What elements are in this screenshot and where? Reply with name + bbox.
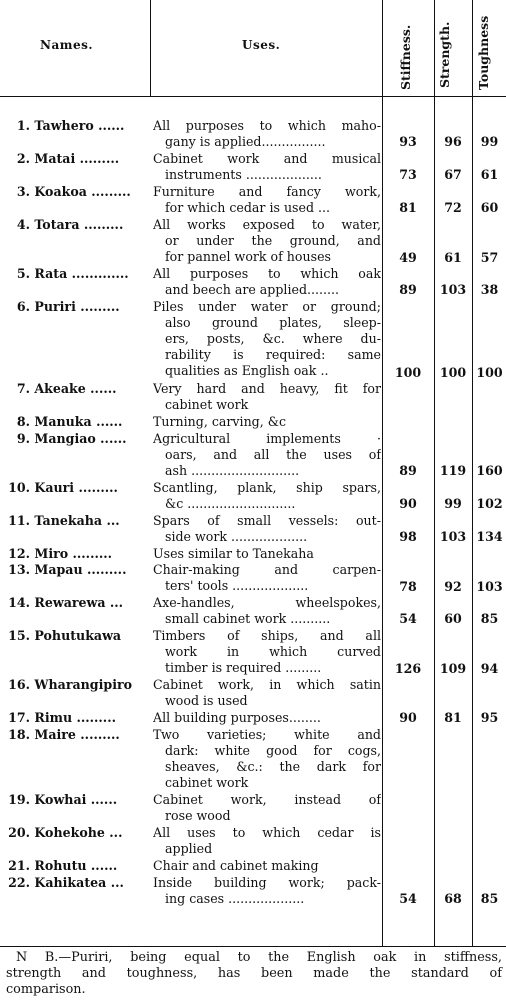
timber-name-text: Rimu ......... xyxy=(30,710,116,726)
uses-line: Cabinet work, instead of xyxy=(153,792,381,808)
uses-line: Spars of small vessels: out- xyxy=(153,512,381,528)
uses-cell xyxy=(153,151,381,183)
uses-line: small cabinet work .......... xyxy=(165,611,331,627)
strength-value: 72 xyxy=(444,200,462,216)
uses-line: applied xyxy=(165,841,213,857)
timber-name xyxy=(8,266,150,282)
uses-cell xyxy=(153,118,381,150)
timber-name xyxy=(8,792,150,808)
row-number: 4. xyxy=(16,216,30,232)
uses-cell xyxy=(153,875,381,907)
timber-name-text: Mangiao ...... xyxy=(30,430,127,446)
strength-value: 67 xyxy=(444,167,462,183)
header-bottom-rule xyxy=(0,96,506,97)
toughness-value: 85 xyxy=(480,611,499,627)
timber-name xyxy=(8,431,150,447)
timber-name xyxy=(8,858,150,874)
row-number: 6. xyxy=(16,298,30,314)
toughness-value: 99 xyxy=(480,134,499,150)
stiffness-value: 54 xyxy=(399,891,417,907)
row-number: 12. xyxy=(8,545,30,561)
strength-value: 68 xyxy=(444,891,462,907)
uses-line: Cabinet work, in which satin xyxy=(153,677,381,693)
row-number: 13. xyxy=(8,562,30,578)
uses-cell xyxy=(153,825,381,857)
uses-line: All purposes to which maho- xyxy=(153,118,381,133)
uses-line: or under the ground, and xyxy=(165,232,381,248)
uses-cell xyxy=(153,217,381,265)
uses-line: cabinet work xyxy=(165,774,249,790)
stiffness-value: 90 xyxy=(399,496,417,512)
uses-line: Agricultural implements · xyxy=(153,430,381,446)
uses-line: work in which curved xyxy=(165,643,381,659)
timber-name-text: Akeake ...... xyxy=(30,381,117,397)
timber-name xyxy=(8,727,150,743)
stiffness-value: 98 xyxy=(399,529,417,545)
footnote-line: strength and toughness, has been made the standard of xyxy=(6,966,502,981)
row-number: 17. xyxy=(8,710,30,726)
toughness-value: 61 xyxy=(480,167,499,183)
timber-name xyxy=(8,299,150,315)
timber-name-text: Tanekaha ... xyxy=(30,512,120,528)
stiffness-value: 54 xyxy=(399,611,417,627)
uses-line: oars, and all the uses of xyxy=(165,446,381,462)
toughness-value: 95 xyxy=(480,710,499,726)
toughness-value: 134 xyxy=(476,529,503,545)
uses-line: ing cases ................... xyxy=(165,890,305,906)
uses-line: Furniture and fancy work, xyxy=(153,183,381,199)
stiffness-value: 90 xyxy=(399,710,417,726)
strength-value: 60 xyxy=(444,611,462,627)
timber-name xyxy=(8,628,150,644)
uses-cell xyxy=(153,414,381,430)
uses-line: ters' tools ................... xyxy=(165,578,309,594)
table-bottom-rule xyxy=(0,946,506,947)
uses-line: Two varieties; white and xyxy=(153,726,381,742)
rule-names-uses xyxy=(150,0,151,96)
uses-header: Uses. xyxy=(242,38,281,52)
uses-line: cabinet work xyxy=(165,397,249,413)
timber-name xyxy=(8,677,150,693)
strength-value: 81 xyxy=(444,710,462,726)
timber-name-text: Kowhai ...... xyxy=(30,792,118,808)
row-number: 20. xyxy=(8,825,30,841)
row-number: 19. xyxy=(8,792,30,808)
timber-name-text: Tawhero ...... xyxy=(30,118,125,133)
timber-name-text: Totara ......... xyxy=(30,216,124,232)
timber-name-text: Maire ......... xyxy=(30,726,120,742)
uses-line: All purposes to which oak xyxy=(153,266,381,282)
timber-name-text: Mapau ......... xyxy=(30,562,127,578)
uses-cell xyxy=(153,381,381,413)
uses-line: Timbers of ships, and all xyxy=(153,627,381,643)
row-number: 18. xyxy=(8,726,30,742)
uses-line: ash ........................... xyxy=(165,462,300,478)
uses-line: wood is used xyxy=(165,693,248,709)
uses-cell xyxy=(153,562,381,594)
uses-cell xyxy=(153,431,381,479)
uses-line: Cabinet work and musical xyxy=(153,150,381,166)
timber-name-text: Koakoa ......... xyxy=(30,183,131,199)
uses-line: Piles under water or ground; xyxy=(153,298,381,314)
uses-line: instruments ................... xyxy=(165,166,322,182)
toughness-header: Toughness xyxy=(476,15,491,90)
strength-value: 61 xyxy=(444,249,462,265)
toughness-value: 160 xyxy=(476,463,503,479)
toughness-value: 85 xyxy=(480,891,499,907)
strength-value: 103 xyxy=(439,282,467,298)
row-number: 5. xyxy=(16,266,30,282)
timber-name-text: Rata ............. xyxy=(30,266,129,282)
uses-line: gany is applied................ xyxy=(165,134,326,149)
toughness-value: 100 xyxy=(476,364,503,380)
timber-name xyxy=(8,825,150,841)
uses-cell xyxy=(153,858,381,874)
row-number: 22. xyxy=(8,874,30,890)
row-number: 11. xyxy=(8,512,30,528)
row-number: 3. xyxy=(16,183,30,199)
uses-line: qualities as English oak .. xyxy=(165,362,329,378)
row-number: 7. xyxy=(16,381,30,397)
uses-cell xyxy=(153,727,381,791)
uses-line: All building purposes........ xyxy=(153,710,321,726)
uses-cell xyxy=(153,546,381,562)
timber-name-text: Kahikatea ... xyxy=(30,874,124,890)
uses-cell xyxy=(153,513,381,545)
uses-line: for pannel work of houses xyxy=(165,248,331,264)
uses-cell xyxy=(153,266,381,298)
uses-cell xyxy=(153,595,381,627)
stiffness-value: 89 xyxy=(399,282,417,298)
timber-name-text: Matai ......... xyxy=(30,150,120,166)
row-number: 10. xyxy=(8,479,30,495)
timber-name xyxy=(8,118,150,134)
footnote-line: comparison. xyxy=(6,982,86,997)
uses-line: Chair-making and carpen- xyxy=(153,562,381,578)
timber-name xyxy=(8,217,150,233)
stiffness-value: 100 xyxy=(394,364,422,380)
uses-line: side work ................... xyxy=(165,528,308,544)
uses-line: &c ........................... xyxy=(165,495,296,511)
row-number: 2. xyxy=(16,150,30,166)
toughness-value: 60 xyxy=(480,200,499,216)
timber-name xyxy=(8,480,150,496)
uses-line: dark: white good for cogs, xyxy=(165,742,381,758)
stiffness-value: 89 xyxy=(399,463,417,479)
toughness-value: 103 xyxy=(476,578,503,594)
strength-value: 103 xyxy=(439,529,467,545)
timber-name xyxy=(8,151,150,167)
uses-cell xyxy=(153,299,381,379)
uses-cell xyxy=(153,480,381,512)
row-number: 16. xyxy=(8,677,30,693)
timber-name-text: Wharangipiro xyxy=(30,677,133,693)
timber-name-text: Pohutukawa xyxy=(30,627,122,643)
footnote xyxy=(6,950,502,998)
strength-header: Strength. xyxy=(437,21,452,88)
uses-line: for which cedar is used ... xyxy=(165,199,331,215)
timber-name xyxy=(8,184,150,200)
strength-value: 109 xyxy=(439,660,467,676)
strength-value: 100 xyxy=(439,364,467,380)
strength-value: 99 xyxy=(444,496,462,512)
stiffness-header: Stiffness. xyxy=(398,24,413,90)
strength-value: 96 xyxy=(444,134,462,150)
timber-name xyxy=(8,414,150,430)
stiffness-value: 126 xyxy=(394,660,422,676)
timber-name xyxy=(8,381,150,397)
row-number: 21. xyxy=(8,858,30,874)
toughness-value: 38 xyxy=(480,282,499,298)
strength-value: 119 xyxy=(439,463,467,479)
timber-name xyxy=(8,875,150,891)
row-number: 8. xyxy=(16,414,30,430)
row-number: 9. xyxy=(16,430,30,446)
timber-name xyxy=(8,595,150,611)
uses-line: timber is required ......... xyxy=(165,659,322,675)
timber-name xyxy=(8,546,150,562)
timber-name xyxy=(8,513,150,529)
uses-line: rability is required: same xyxy=(165,346,381,362)
uses-cell xyxy=(153,792,381,824)
row-number: 14. xyxy=(8,595,30,611)
uses-line: Axe-handles, wheelspokes, xyxy=(153,595,381,611)
uses-line: ers, posts, &c. where du- xyxy=(165,330,381,346)
stiffness-value: 49 xyxy=(399,249,417,265)
uses-line: Very hard and heavy, fit for xyxy=(153,381,381,397)
strength-value: 92 xyxy=(444,578,462,594)
uses-line: also ground plates, sleep- xyxy=(165,314,381,330)
timber-name xyxy=(8,562,150,578)
timber-name xyxy=(8,710,150,726)
timber-name-text: Kohekohe ... xyxy=(30,825,123,841)
uses-line: All uses to which cedar is xyxy=(153,825,381,841)
uses-line: Turning, carving, &c xyxy=(153,414,287,430)
footnote-line: N B.—Puriri, being equal to the English oak in stiffness, xyxy=(16,950,502,965)
uses-line: All works exposed to water, xyxy=(153,216,381,232)
timber-name-text: Miro ......... xyxy=(30,545,112,561)
stiffness-value: 78 xyxy=(399,578,417,594)
timber-name-text: Rohutu ...... xyxy=(30,858,118,874)
timber-name-text: Rewarewa ... xyxy=(30,595,124,611)
uses-line: Scantling, plank, ship spars, xyxy=(153,479,381,495)
names-header: Names. xyxy=(40,38,94,52)
row-number: 15. xyxy=(8,627,30,643)
uses-line: Chair and cabinet making xyxy=(153,858,319,874)
uses-line: Inside building work; pack- xyxy=(153,874,381,890)
stiffness-value: 81 xyxy=(399,200,417,216)
row-number: 1. xyxy=(16,118,30,133)
timber-name-text: Kauri ......... xyxy=(30,479,118,495)
uses-cell xyxy=(153,184,381,216)
uses-line: sheaves, &c.: the dark for xyxy=(165,758,381,774)
uses-line: rose wood xyxy=(165,808,231,824)
uses-cell xyxy=(153,677,381,709)
toughness-value: 94 xyxy=(480,660,499,676)
stiffness-value: 73 xyxy=(399,167,417,183)
stiffness-value: 93 xyxy=(399,134,417,150)
toughness-value: 57 xyxy=(480,249,499,265)
uses-line: Uses similar to Tanekaha xyxy=(153,545,314,561)
timber-name-text: Manuka ...... xyxy=(30,414,123,430)
uses-line: and beech are applied........ xyxy=(165,282,340,298)
toughness-value: 102 xyxy=(476,496,503,512)
timber-name-text: Puriri ......... xyxy=(30,298,120,314)
uses-cell xyxy=(153,710,381,726)
uses-cell xyxy=(153,628,381,676)
